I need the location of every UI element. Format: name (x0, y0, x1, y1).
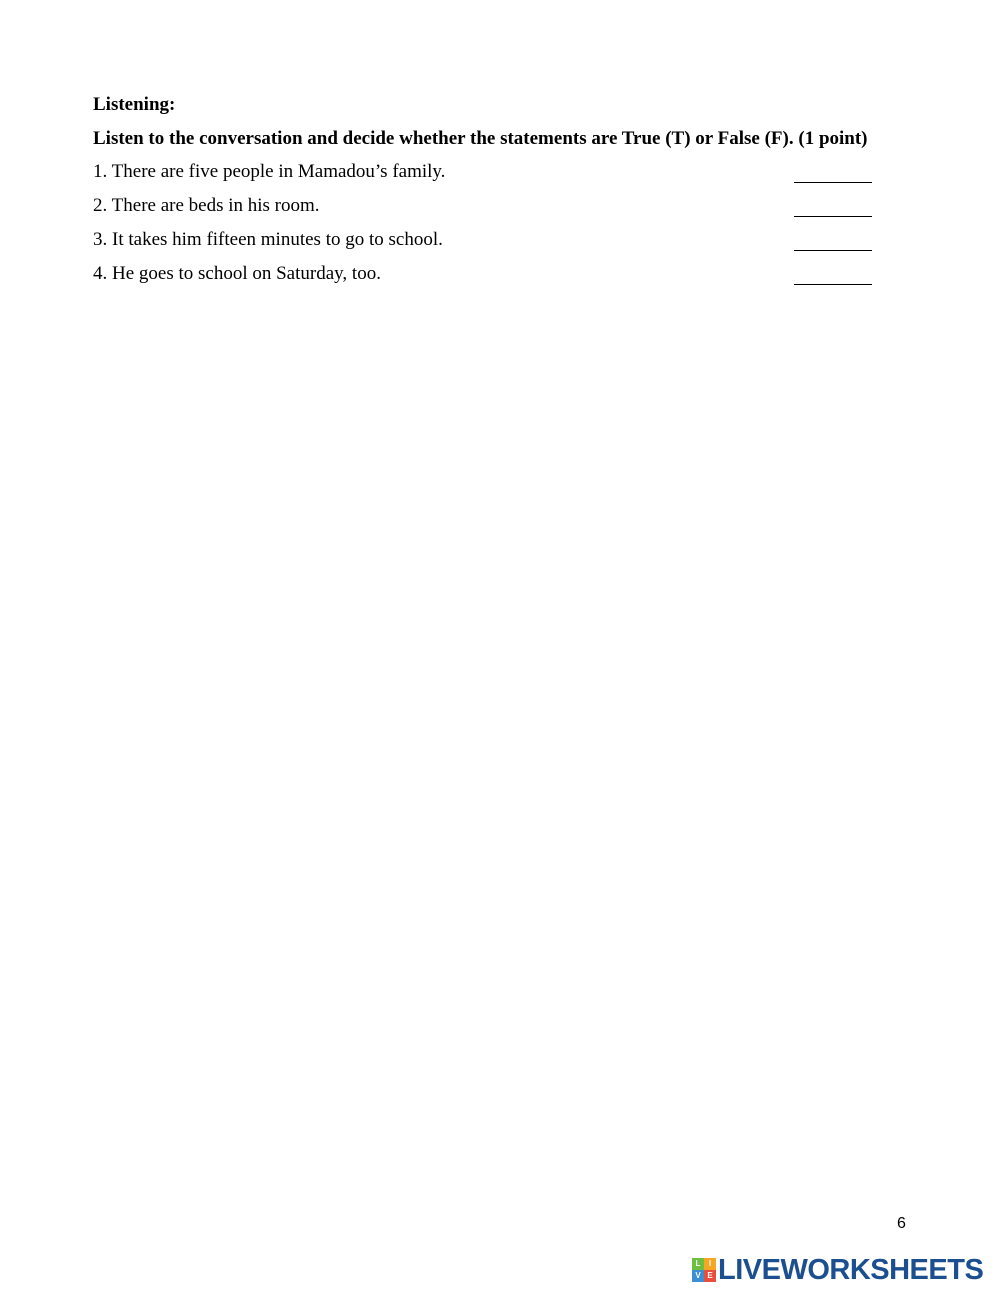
brand-name: LIVEWORKSHEETS (718, 1254, 984, 1286)
logo-letter: L (692, 1258, 704, 1270)
question-item (93, 194, 883, 228)
question-item (93, 160, 883, 194)
question-text: 2. There are beds in his room. (93, 195, 320, 216)
answer-input-4[interactable] (794, 262, 872, 285)
question-list (93, 160, 883, 296)
question-text: 4. He goes to school on Saturday, too. (93, 263, 381, 284)
question-text: 1. There are five people in Mamadou’s family. (93, 161, 446, 182)
liveworksheets-logo-icon (692, 1258, 716, 1282)
question-text: 3. It takes him fifteen minutes to go to school. (93, 229, 443, 250)
liveworksheets-brand (692, 1255, 983, 1285)
section-heading: Listening: (93, 94, 176, 115)
instructions: Listen to the conversation and decide whether the statements are True (T) or False (F). (1 point) (93, 128, 868, 149)
answer-input-3[interactable] (794, 228, 872, 251)
answer-input-2[interactable] (794, 194, 872, 217)
answer-input-1[interactable] (794, 160, 872, 183)
logo-letter: I (704, 1258, 716, 1270)
question-item (93, 262, 883, 296)
page-number: 6 (897, 1215, 906, 1232)
question-item (93, 228, 883, 262)
logo-letter: E (704, 1270, 716, 1282)
logo-letter: V (692, 1270, 704, 1282)
